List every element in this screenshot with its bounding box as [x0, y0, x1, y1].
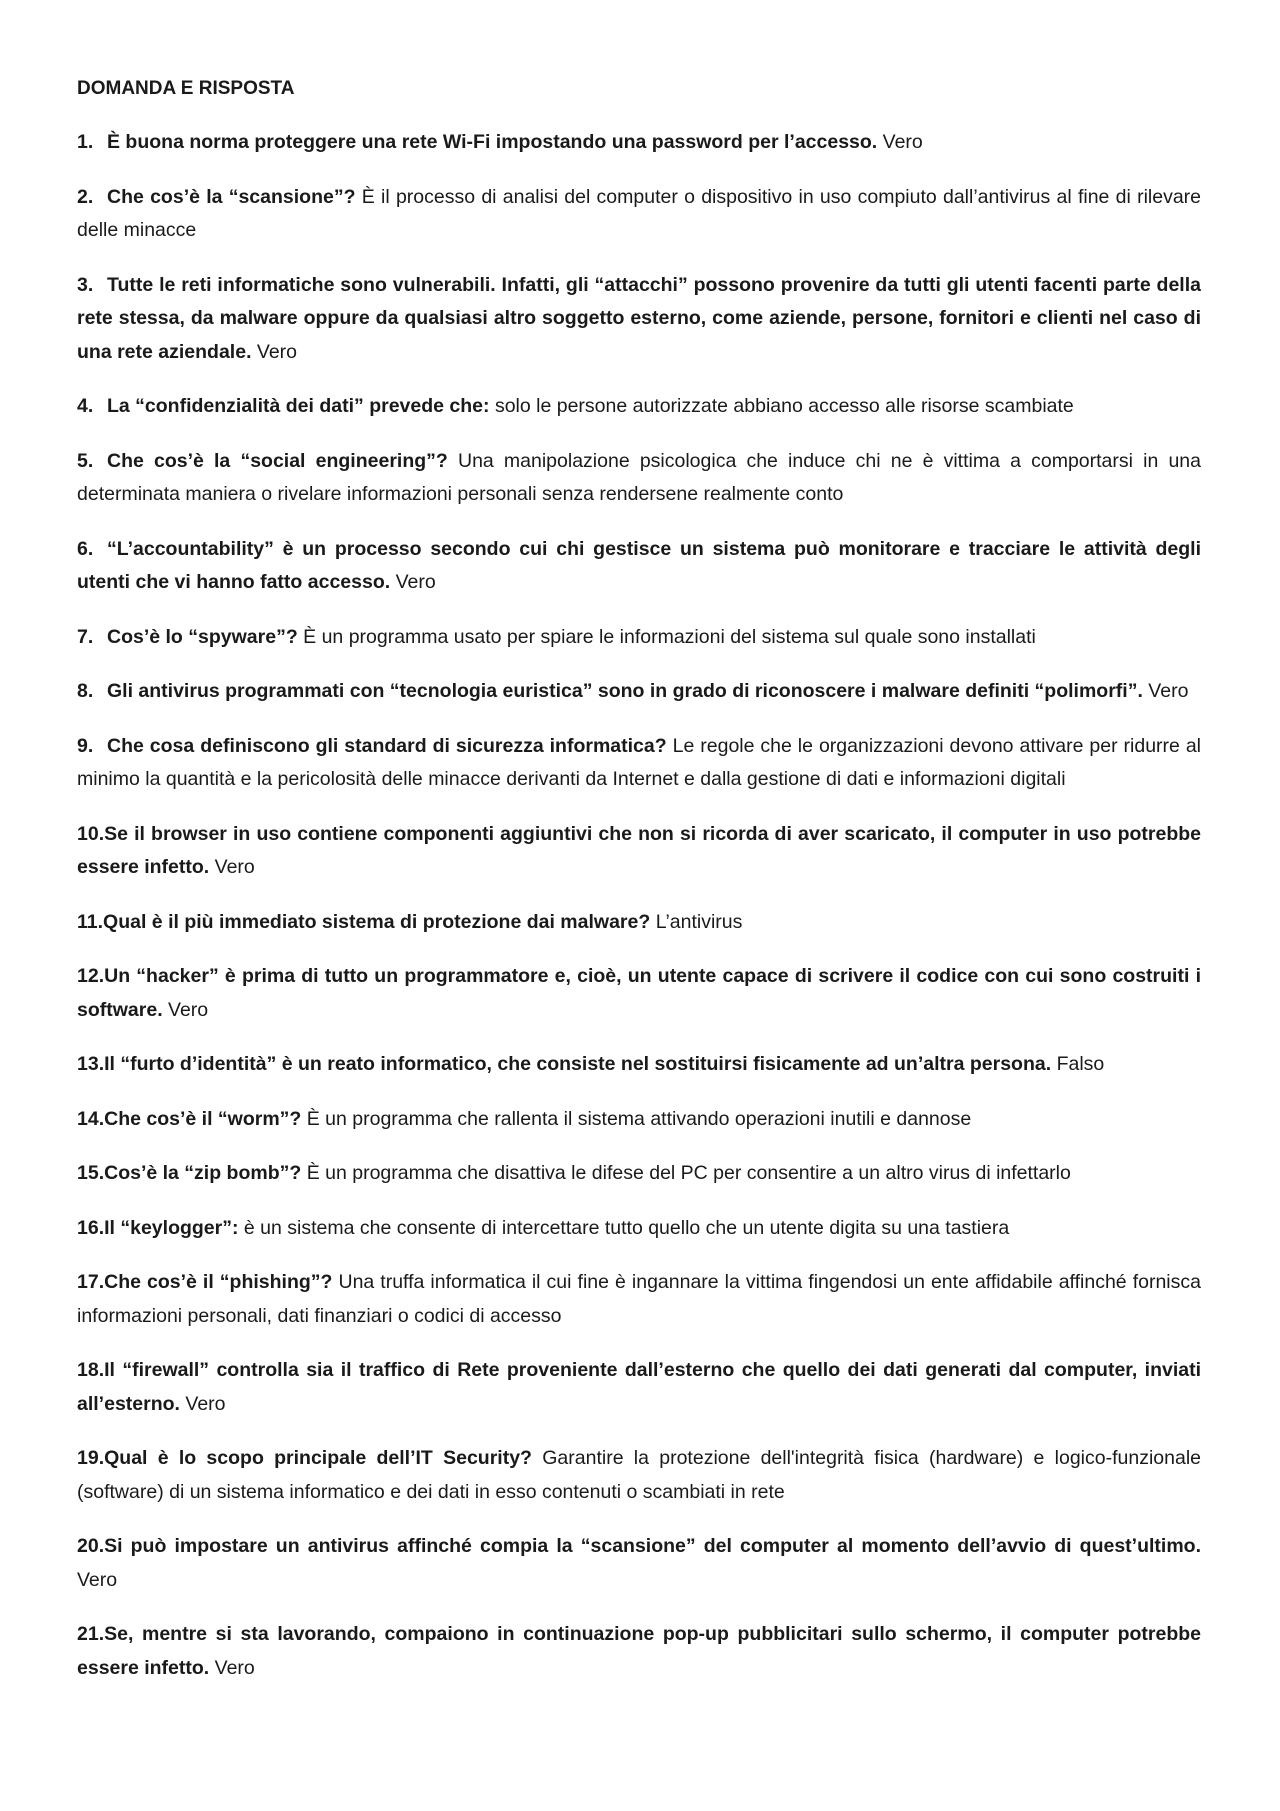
qa-number: 5.	[77, 449, 94, 472]
qa-question: Si può impostare un antivirus affinché compia la “scansione” del computer al momento dell’avvio di quest’ultimo.	[104, 1535, 1201, 1557]
qa-item	[77, 621, 1201, 655]
qa-number: 6.	[77, 537, 94, 560]
qa-number: 3.	[77, 273, 94, 296]
qa-question: Che cosa definiscono gli standard di sicurezza informatica?	[107, 734, 667, 757]
qa-answer: è un sistema che consente di intercettare tutto quello che un utente digita su una tastiera	[243, 1216, 1010, 1239]
qa-number: 14.	[77, 1107, 105, 1130]
qa-answer: Vero	[395, 571, 436, 593]
qa-number: 20.	[77, 1535, 105, 1557]
qa-answer: Vero	[185, 1392, 226, 1415]
qa-item	[77, 1354, 1201, 1421]
qa-number: 18.	[77, 1359, 105, 1381]
qa-question: Cos’è lo “spyware”?	[107, 625, 298, 648]
qa-item	[77, 818, 1201, 885]
qa-item	[77, 269, 1201, 370]
qa-number: 10.	[77, 822, 105, 845]
qa-item	[77, 1212, 1201, 1246]
qa-item	[77, 181, 1201, 248]
document-title: DOMANDA E RISPOSTA	[77, 78, 295, 99]
qa-item	[77, 1103, 1201, 1137]
qa-answer: È un programma che rallenta il sistema attivando operazioni inutili e dannose	[306, 1107, 972, 1130]
qa-number: 8.	[77, 680, 94, 702]
qa-question: Il “keylogger”:	[104, 1216, 239, 1239]
qa-number: 9.	[77, 734, 94, 757]
qa-question: Un “hacker” è prima di tutto un programmatore e, cioè, un utente capace di scrivere il codice con cui sono costruiti i software.	[77, 965, 1201, 1021]
qa-answer: Vero	[256, 340, 298, 363]
qa-item	[77, 960, 1201, 1027]
qa-answer: È un programma che disattiva le difese del PC per consentire a un altro virus di infettarlo	[306, 1162, 1071, 1184]
qa-answer: Vero	[214, 856, 255, 878]
qa-number: 2.	[77, 185, 94, 208]
qa-number: 13.	[77, 1053, 105, 1075]
qa-question: Il “firewall” controlla sia il traffico di Rete proveniente dall’esterno che quello dei dati generati dal computer, inviati all’esterno.	[77, 1359, 1201, 1415]
qa-list	[77, 126, 1201, 1685]
qa-number: 11.	[77, 910, 104, 933]
qa-question: Se il browser in uso contiene componenti aggiuntivi che non si ricorda di aver scaricato, il computer in uso potrebbe essere infetto.	[77, 822, 1201, 878]
qa-item	[77, 1618, 1201, 1685]
qa-item	[77, 730, 1201, 797]
qa-answer: Una manipolazione psicologica che induce chi ne è vittima a comportarsi in una determinata maniera o rivelare informazioni personali senza rendersene realmente conto	[77, 449, 1201, 505]
document-page	[77, 72, 1201, 1706]
qa-item	[77, 1048, 1201, 1082]
qa-question: La “confidenzialità dei dati” prevede che:	[107, 395, 490, 417]
qa-number: 21.	[77, 1623, 105, 1645]
qa-number: 19.	[77, 1447, 105, 1469]
qa-answer: solo le persone autorizzate abbiano accesso alle risorse scambiate	[494, 395, 1074, 417]
qa-answer: È il processo di analisi del computer o dispositivo in uso compiuto dall’antivirus al fine di rilevare delle minacce	[77, 185, 1202, 241]
qa-item	[77, 390, 1201, 424]
qa-question: Che cos’è il “worm”?	[104, 1107, 302, 1130]
qa-answer: L’antivirus	[655, 910, 743, 933]
qa-item	[77, 1530, 1201, 1597]
qa-question: Tutte le reti informatiche sono vulnerabili. Infatti, gli “attacchi” possono provenire da tutti gli utenti facenti parte della rete stessa, da malware oppure da qualsiasi altro soggetto esterno, come aziende, persone, fornitori e clienti nel caso di una rete aziendale.	[77, 273, 1201, 363]
qa-item	[77, 126, 1201, 160]
qa-number: 1.	[77, 131, 94, 153]
qa-item	[77, 906, 1201, 940]
qa-question: Gli antivirus programmati con “tecnologia euristica” sono in grado di riconoscere i malware definiti “polimorfi”.	[107, 680, 1143, 702]
qa-number: 15.	[77, 1162, 105, 1184]
qa-number: 7.	[77, 625, 94, 648]
qa-answer: Falso	[1056, 1053, 1105, 1075]
qa-question: Il “furto d’identità” è un reato informatico, che consiste nel sostituirsi fisicamente ad un’altra persona.	[104, 1053, 1052, 1075]
qa-answer: Vero	[214, 1656, 255, 1679]
qa-item	[77, 445, 1201, 512]
qa-number: 16.	[77, 1216, 105, 1239]
qa-answer: Una truffa informatica il cui fine è ingannare la vittima fingendosi un ente affidabile affinché fornisca informazioni personali, dati finanziari o codici di accesso	[77, 1271, 1201, 1327]
qa-number: 12.	[77, 965, 105, 987]
qa-item	[77, 1442, 1201, 1509]
qa-answer: Vero	[168, 998, 209, 1021]
qa-question: Che cos’è il “phishing”?	[104, 1271, 333, 1293]
qa-question: “L’accountability” è un processo secondo cui chi gestisce un sistema può monitorare e tracciare le attività degli utenti che vi hanno fatto accesso.	[77, 537, 1201, 593]
qa-answer: Vero	[1148, 680, 1189, 702]
qa-item	[77, 1157, 1201, 1191]
qa-answer: Vero	[77, 1568, 118, 1591]
qa-item	[77, 1266, 1201, 1333]
qa-question: Se, mentre si sta lavorando, compaiono in continuazione pop-up pubblicitari sullo schermo, il computer potrebbe essere infetto.	[77, 1623, 1201, 1679]
qa-question: Qual è il più immediato sistema di protezione dai malware?	[103, 910, 651, 933]
qa-question: È buona norma proteggere una rete Wi-Fi impostando una password per l’accesso.	[107, 131, 878, 153]
qa-question: Che cos’è la “social engineering”?	[107, 449, 448, 472]
qa-question: Qual è lo scopo principale dell’IT Security?	[104, 1447, 532, 1469]
qa-question: Che cos’è la “scansione”?	[107, 185, 356, 208]
qa-question: Cos’è la “zip bomb”?	[104, 1162, 302, 1184]
qa-number: 4.	[77, 395, 94, 417]
qa-answer: Le regole che le organizzazioni devono attivare per ridurre al minimo la quantità e la pericolosità delle minacce derivanti da Internet e dalla gestione di dati e informazioni digitali	[77, 734, 1202, 790]
qa-answer: Vero	[882, 131, 923, 153]
qa-number: 17.	[77, 1271, 105, 1293]
qa-item	[77, 533, 1201, 600]
qa-answer: È un programma usato per spiare le informazioni del sistema sul quale sono installati	[303, 625, 1036, 648]
qa-answer: Garantire la protezione dell'integrità fisica (hardware) e logico-funzionale (software) di un sistema informatico e dei dati in esso contenuti o scambiati in rete	[77, 1447, 1201, 1503]
qa-item	[77, 675, 1201, 709]
